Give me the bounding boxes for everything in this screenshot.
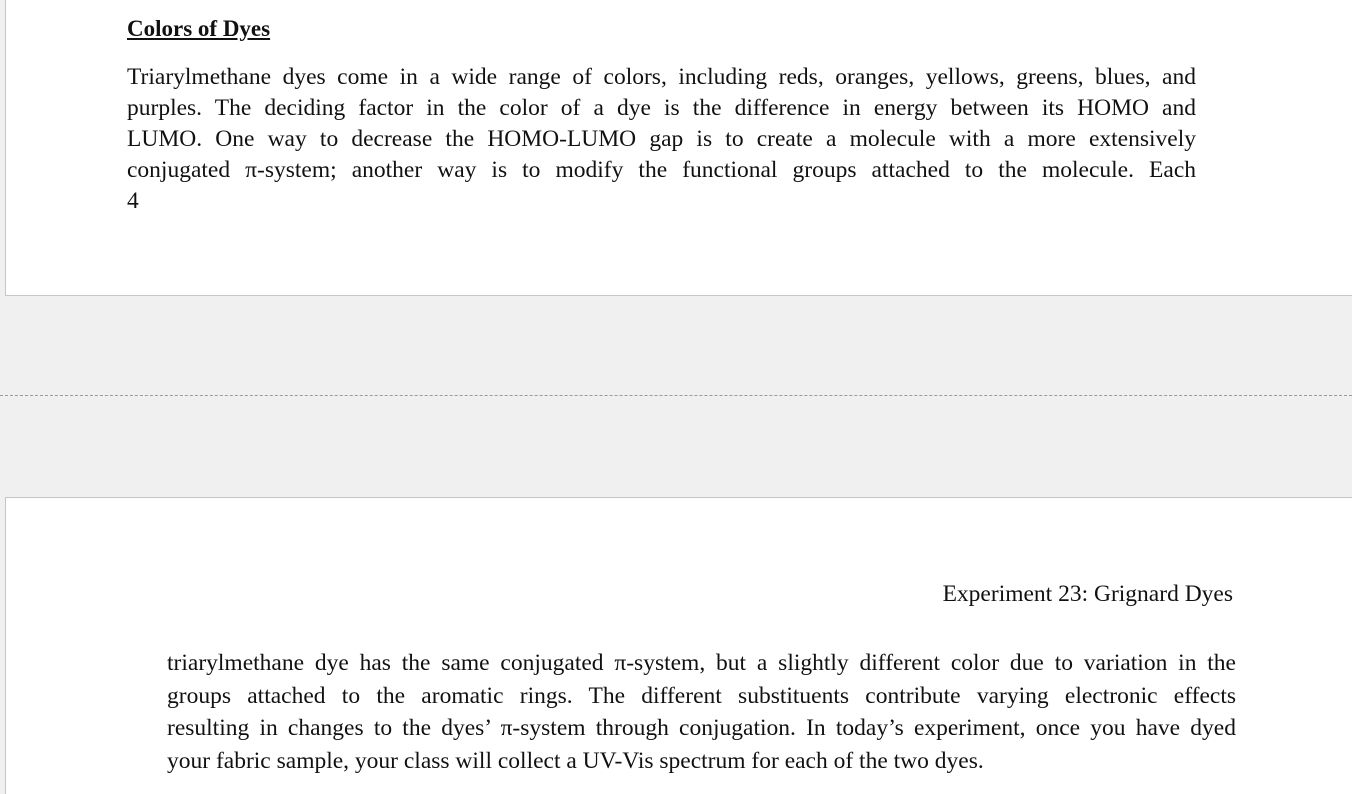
paragraph-line: your fabric sample, your class will collect a UV-Vis spectrum for each of the two dyes. xyxy=(167,747,984,774)
body-paragraph xyxy=(167,647,1236,777)
document-page-upper xyxy=(5,0,1352,296)
page-number: 4 xyxy=(127,188,139,214)
body-paragraph xyxy=(127,62,1196,217)
running-header: Experiment 23: Grignard Dyes xyxy=(942,581,1233,607)
section-heading: Colors of Dyes xyxy=(127,16,271,41)
paragraph-line: purples. The deciding factor in the color of a dye is the difference in energy between its HOMO and xyxy=(127,95,1196,121)
paragraph-line: groups attached to the aromatic rings. The different substituents contribute varying electronic effects xyxy=(167,682,1236,709)
paragraph-line: resulting in changes to the dyes’ π-system through conjugation. In today’s experiment, once you have dyed xyxy=(167,715,1236,741)
paragraph-line: triarylmethane dye has the same conjugated π-system, but a slightly different color due to variation in the xyxy=(167,650,1236,676)
paragraph-line: conjugated π-system; another way is to modify the functional groups attached to the molecule. Each xyxy=(127,157,1196,183)
paragraph-line: LUMO. One way to decrease the HOMO-LUMO gap is to create a molecule with a more extensively xyxy=(127,126,1196,152)
paragraph-line: Triarylmethane dyes come in a wide range of colors, including reds, oranges, yellows, greens, blues, and xyxy=(127,64,1196,90)
page-break-divider xyxy=(0,395,1352,396)
document-page-lower xyxy=(5,497,1352,794)
